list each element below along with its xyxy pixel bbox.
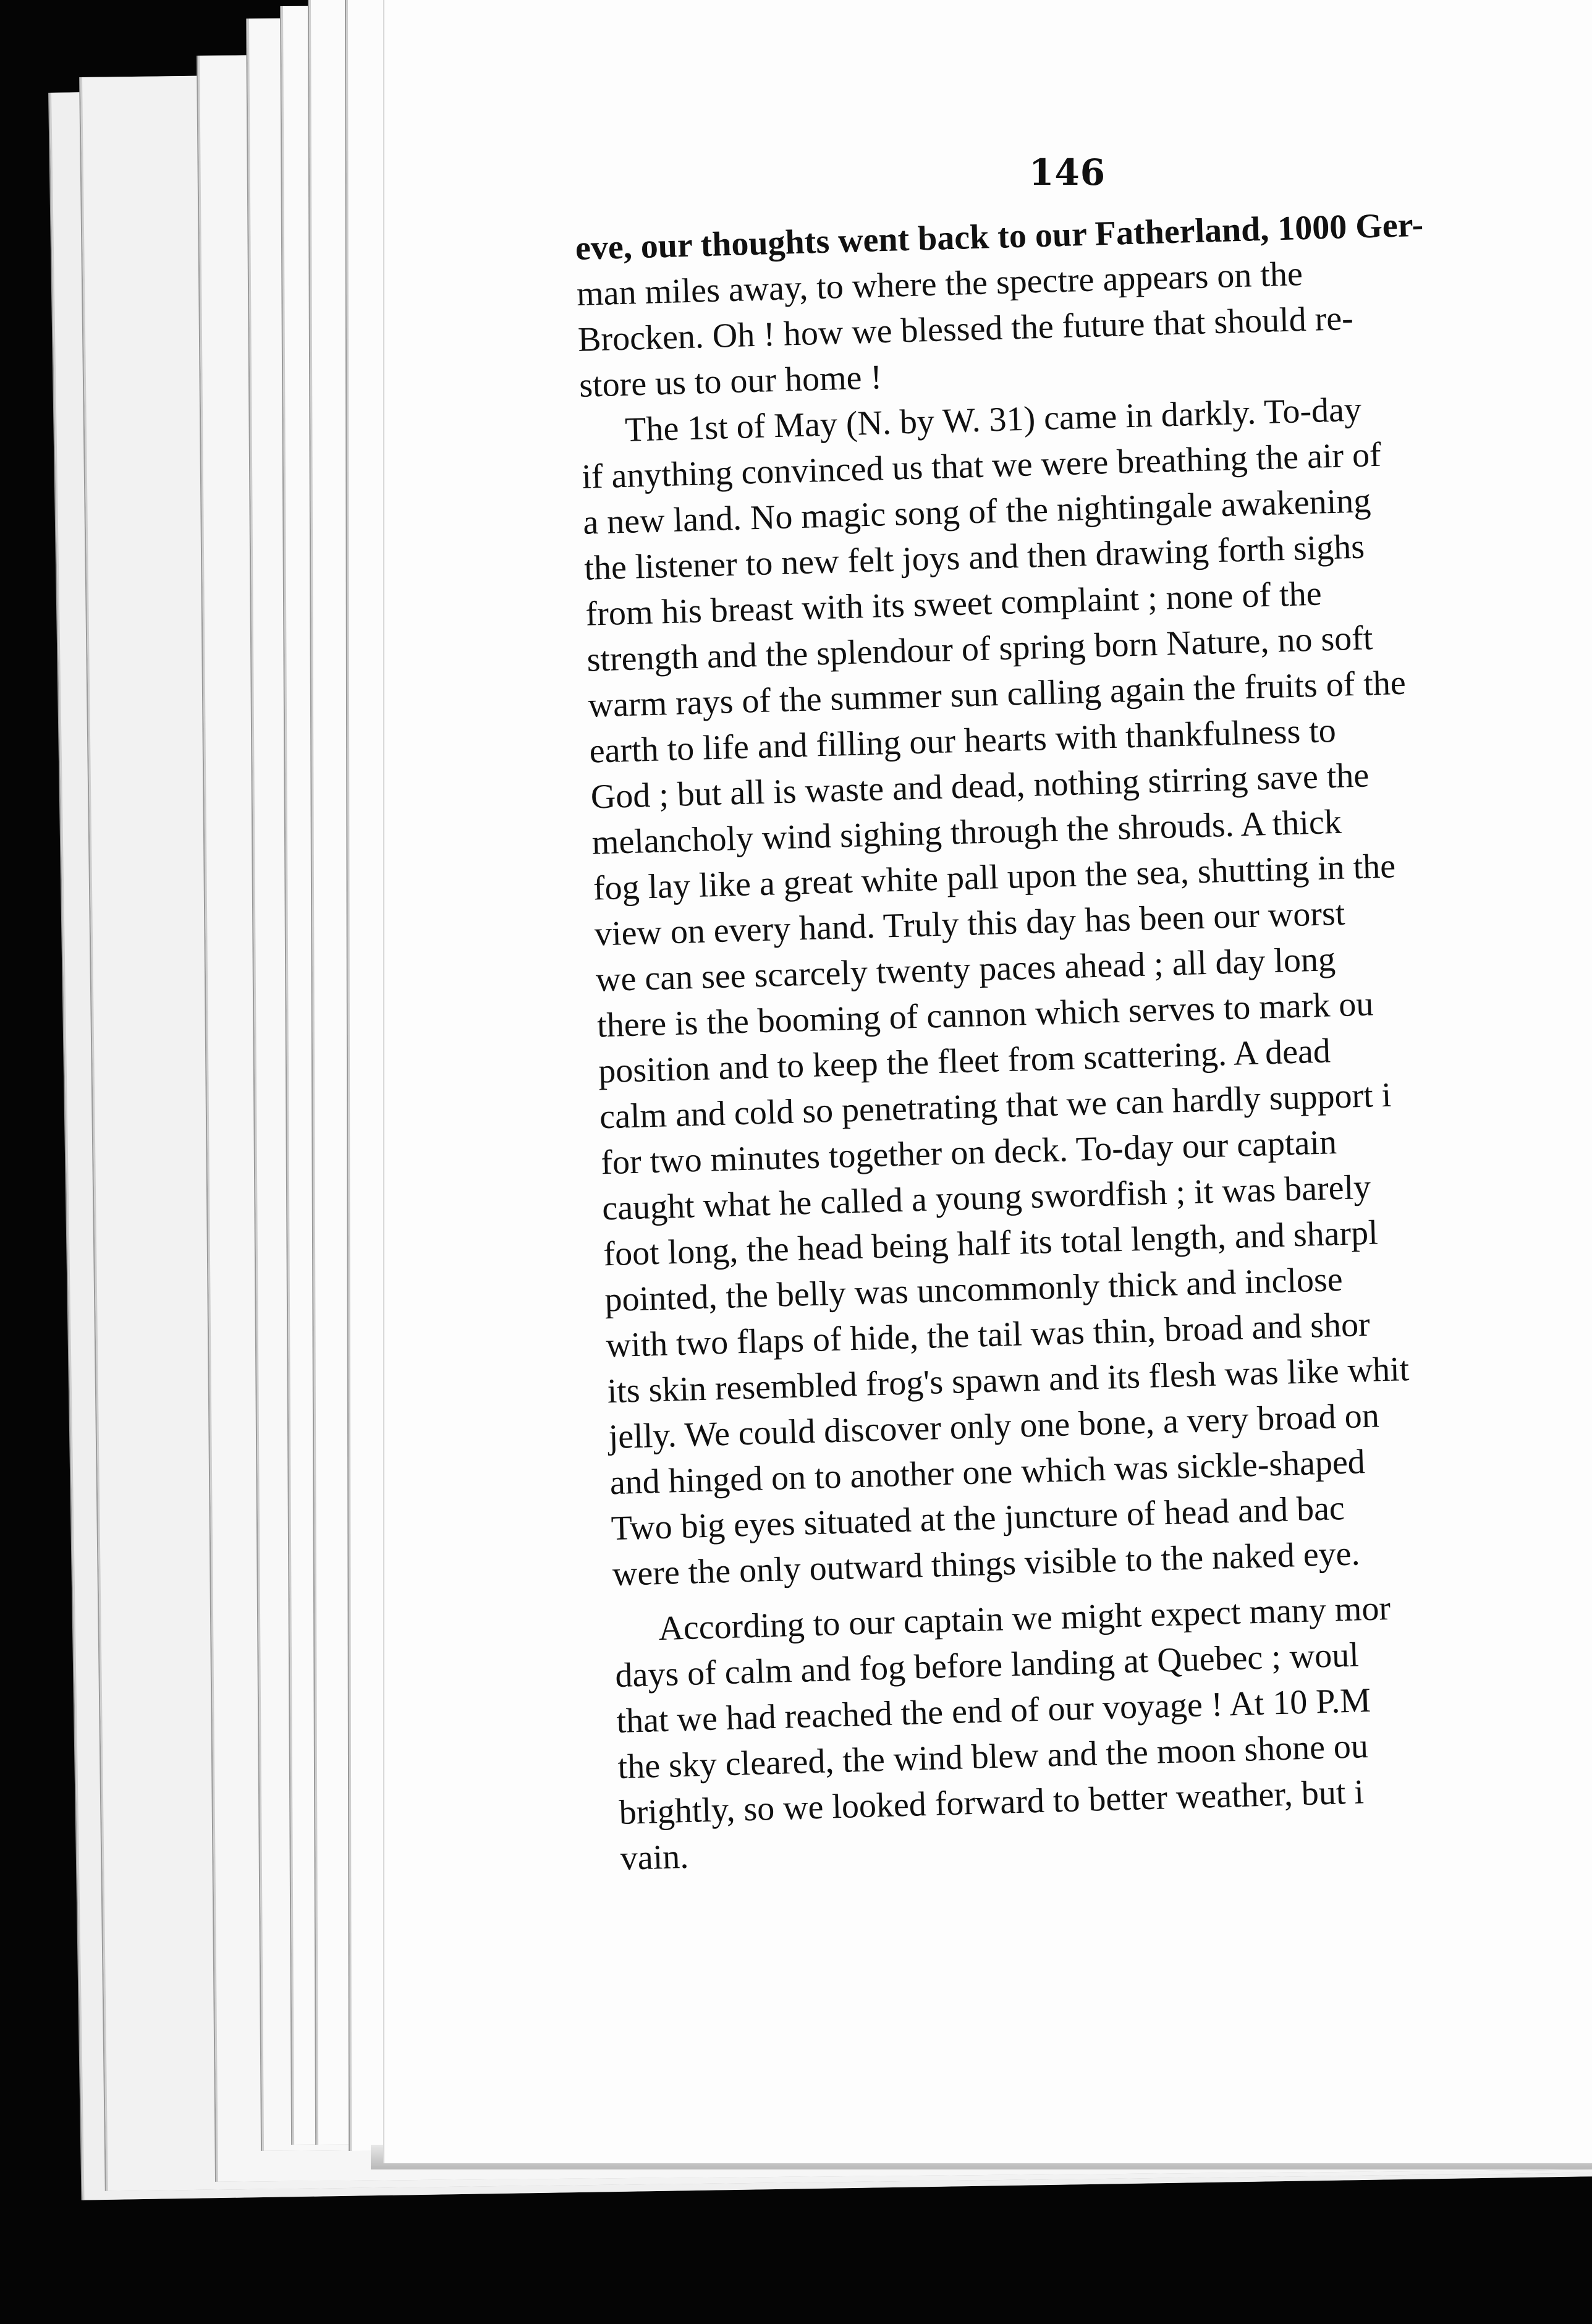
- text-line: jelly. We could discover only one bone, a very broad on: [608, 1396, 1380, 1457]
- text-line: According to our captain we might expect many mor: [658, 1589, 1391, 1648]
- text-line: we can see scarcely twenty paces ahead ; all day long: [595, 940, 1336, 999]
- text-line: and hinged on to another one which was sickle-shaped: [609, 1443, 1366, 1503]
- text-line: melancholy wind sighing through the shrouds. A thick: [591, 802, 1342, 862]
- text-line: there is the booming of cannon which serves to mark ou: [596, 985, 1374, 1045]
- text-line: strength and the splendour of spring born Nature, no soft: [586, 619, 1374, 679]
- text-line: position and to keep the fleet from scattering. A dead: [598, 1032, 1331, 1091]
- text-line: pointed, the belly was uncommonly thick and inclose: [604, 1260, 1344, 1320]
- text-line: with two flaps of hide, the tail was thin, broad and shor: [605, 1305, 1371, 1365]
- text-line: a new land. No magic song of the nightingale awakening: [582, 481, 1372, 542]
- page-number: 146: [1029, 151, 1106, 193]
- text-line: warm rays of the summer sun calling again the fruits of the: [587, 663, 1407, 725]
- text-line: the sky cleared, the wind blew and the moon shone ou: [617, 1727, 1369, 1787]
- text-line: if anything convinced us that we were breathing the air of: [581, 435, 1382, 496]
- text-line: Brocken. Oh ! how we blessed the future that should re-: [577, 299, 1354, 359]
- text-line: that we had reached the end of our voyage ! At 10 P.M: [616, 1681, 1371, 1741]
- text-line: foot long, the head being half its total length, and sharpl: [603, 1213, 1379, 1274]
- text-line: caught what he called a young swordfish ; it was barely: [601, 1168, 1371, 1228]
- text-line: God ; but all is waste and dead, nothing stirring save the: [590, 756, 1370, 816]
- text-line: calm and cold so penetrating that we can hardly support i: [599, 1075, 1392, 1137]
- text-line: view on every hand. Truly this day has been our worst: [594, 894, 1346, 954]
- text-line: fog lay like a great white pall upon the sea, shutting in the: [593, 847, 1396, 908]
- text-line: days of calm and fog before landing at Quebec ; woul: [614, 1635, 1360, 1695]
- text-line: brightly, so we looked forward to better weather, but i: [618, 1773, 1365, 1832]
- text-line: The 1st of May (N. by W. 31) came in darkly. To-day: [624, 390, 1362, 449]
- text-line: store us to our home !: [578, 358, 883, 405]
- body-text: [575, 197, 1592, 1881]
- text-line: for two minutes together on deck. To-day our captain: [600, 1123, 1337, 1182]
- text-line: its skin resembled frog's spawn and its flesh was like whit: [606, 1350, 1410, 1411]
- text-line: man miles away, to where the spectre appears on the: [576, 255, 1303, 313]
- text-line: earth to life and filling our hearts with thankfulness to: [588, 711, 1337, 771]
- text-line: Two big eyes situated at the juncture of head and bac: [611, 1489, 1345, 1548]
- text-line: the listener to new felt joys and then drawing forth sighs: [583, 527, 1365, 588]
- text-line: from his breast with its sweet complaint ; none of the: [585, 574, 1323, 634]
- text-line: vain.: [619, 1837, 690, 1878]
- text-line: were the only outward things visible to the naked eye.: [612, 1534, 1361, 1594]
- text-line: eve, our thoughts went back to our Fatherland, 1000 Ger-: [575, 205, 1424, 268]
